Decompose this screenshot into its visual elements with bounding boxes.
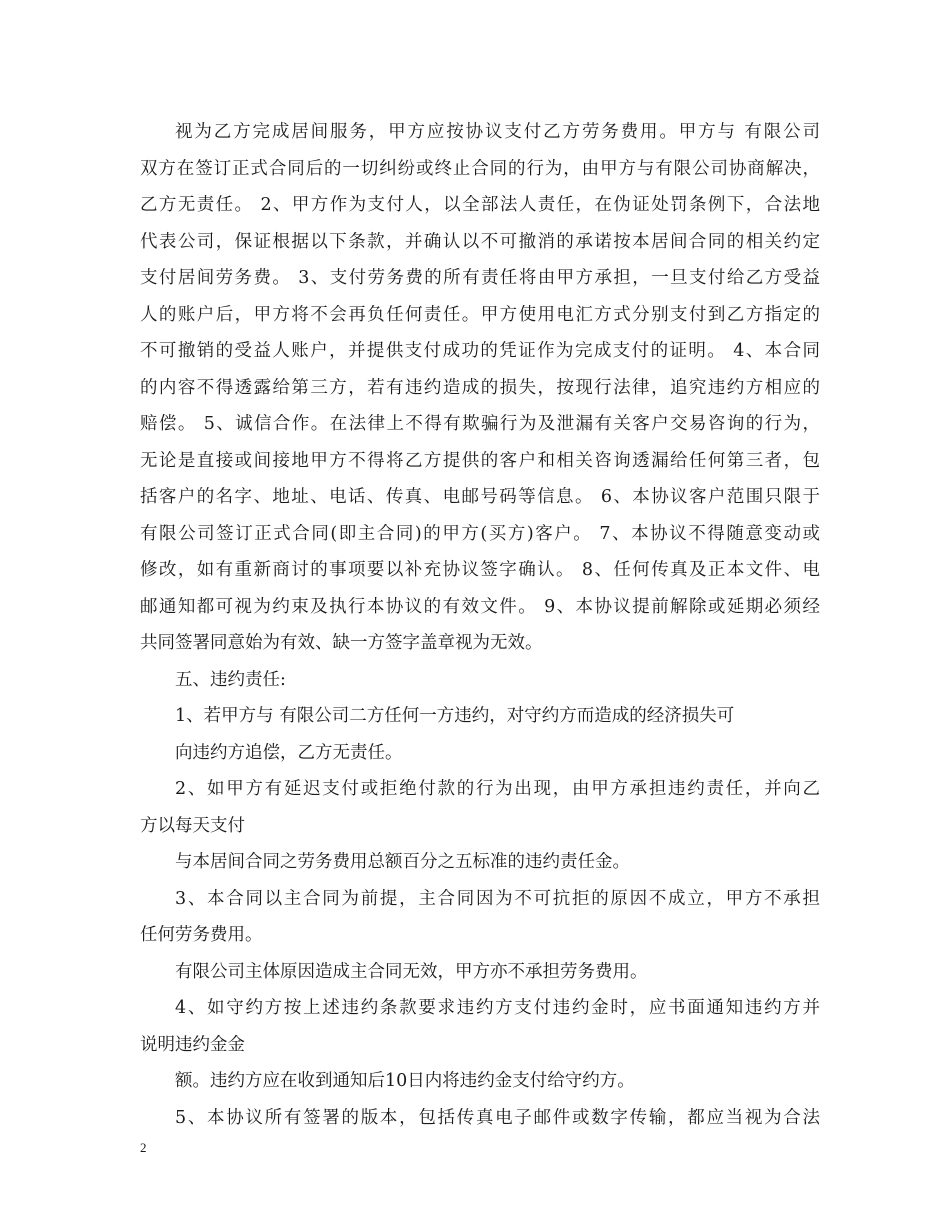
paragraph-line: 4、如守约方按上述违约条款要求违约方支付违约金时，应书面通知违约方并 (175, 998, 820, 1018)
paragraph-line: 人的账户后，甲方将不会再负任何责任。甲方使用电汇方式分别支付到乙方指定的 (140, 304, 820, 325)
paragraph-line: 3、本合同以主合同为前提，主合同因为不可抗拒的原因不成立，甲方不承担 (175, 888, 820, 909)
paragraph-line: 乙方无责任。 2、甲方作为支付人，以全部法人责任，在伪证处罚条例下，合法地 (140, 195, 820, 215)
paragraph-line: 的内容不得透露给第三方，若有违约造成的损失，按现行法律，追究违约方相应的 (140, 377, 820, 398)
section-heading: 五、违约责任: (175, 669, 286, 690)
page-number: 2 (140, 1140, 147, 1155)
paragraph-line: 方以每天支付 (140, 815, 245, 836)
paragraph-line: 1、若甲方与 有限公司二方任何一方违约，对守约方而造成的经济损失可 (175, 706, 735, 726)
paragraph-line: 不可撤销的受益人账户，并提供支付成功的凭证作为完成支付的证明。 4、本合同 (140, 341, 820, 361)
paragraph-line: 任何劳务费用。 (140, 925, 263, 945)
paragraph-line: 共同签署同意始为有效、缺一方签字盖章视为无效。 (140, 633, 543, 653)
paragraph-line: 与本居间合同之劳务费用总额百分之五标准的违约责任金。 (175, 852, 630, 872)
paragraph-line: 括客户的名字、地址、电话、传真、电邮号码等信息。 6、本协议客户范围只限于 (140, 487, 820, 507)
paragraph-line: 邮通知都可视为约束及执行本协议的有效文件。 9、本协议提前解除或延期必须经 (140, 596, 820, 617)
paragraph-line: 有限公司签订正式合同(即主合同)的甲方(买方)客户。 7、本协议不得随意变动或 (140, 523, 820, 544)
paragraph-line: 向违约方追偿，乙方无责任。 (175, 742, 403, 763)
paragraph-line: 双方在签订正式合同后的一切纠纷或终止合同的行为，由甲方与有限公司协商解决， (140, 158, 820, 179)
paragraph-line: 有限公司主体原因造成主合同无效，甲方亦不承担劳务费用。 (175, 961, 648, 982)
paragraph-line: 代表公司，保证根据以下条款，并确认以不可撤消的承诺按本居间合同的相关约定 (140, 231, 820, 252)
paragraph-line: 赔偿。 5、诚信合作。在法律上不得有欺骗行为及泄漏有关客户交易咨询的行为， (140, 414, 820, 434)
paragraph-line: 支付居间劳务费。 3、支付劳务费的所有责任将由甲方承担，一旦支付给乙方受益 (140, 268, 820, 288)
paragraph-line: 5、本协议所有签署的版本，包括传真电子邮件或数字传输，都应当视为合法 (175, 1107, 820, 1128)
paragraph-line: 视为乙方完成居间服务，甲方应按协议支付乙方劳务费用。甲方与 有限公司 (175, 122, 820, 142)
paragraph-line: 额。违约方应在收到通知后10日内将违约金支付给守约方。 (175, 1071, 635, 1091)
paragraph-line: 无论是直接或间接地甲方不得将乙方提供的客户和相关咨询透漏给任何第三者，包 (140, 450, 820, 471)
paragraph-line: 2、如甲方有延迟支付或拒绝付款的行为出现，由甲方承担违约责任，并向乙 (175, 779, 820, 799)
paragraph-line: 修改，如有重新商讨的事项要以补充协议签字确认。 8、任何传真及正本文件、电 (140, 560, 820, 580)
paragraph-line: 说明违约金金 (140, 1034, 245, 1055)
document-body (140, 114, 820, 1136)
